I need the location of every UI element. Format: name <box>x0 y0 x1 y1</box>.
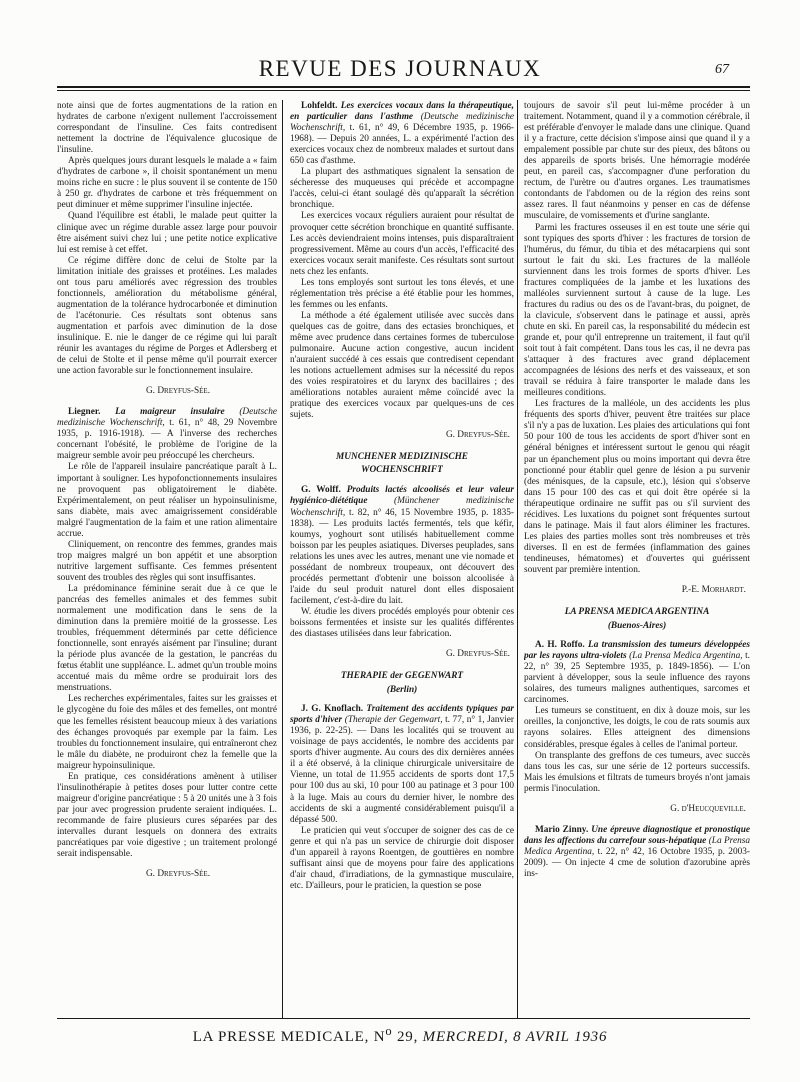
article-abstract <box>524 640 750 706</box>
paragraph: Le praticien qui veut s'occuper de soigner des cas de ce genre et qui n'a pas un service de chirurgie doit disposer d'un appareil à rayons Roentgen, de gouttières en nombre suffisant ainsi que de moyens pour faire des applications d'air chaud, d'irradiations, de la gymnastique musculaire, etc. D'ailleurs, pour le praticien, la question se pose <box>290 825 514 891</box>
journal-name-line: MUNCHENER MEDIZINISCHE <box>336 452 468 463</box>
article-abstract <box>57 407 277 462</box>
paragraph: Parmi les fractures osseuses il en est toute une série qui sont typiques des sports d'hiver : les fractures de torsion de l'humérus, du fémur, du tibia et des métacarpiens qui sont surtout le fait du ski. Les fractures de la malléole surviennent dans les trois formes de sports d'hiver. Les fractures compliquées de la jambe et les luxations des malléoles surviennent surtout à cause de la luge. Les fractures du radius ou des os de l'avant-bras, du poignet, de la clavicule, s'observent dans le patinage et aussi, après chute en ski. En pareil cas, la responsabilité du médecin est grande et, pour qu'il entreprenne un traitement, il faut qu'il soit tout à fait compétent. Dans tous les cas, il ne devra pas s'attaquer à des fractures avec grand déplacement accompagnées de lésions des nerfs et des vaisseaux, et son travail se réduira à faire transporter le malade dans les meilleures conditions. <box>524 222 750 399</box>
paragraph: On transplante des greffons de ces tumeurs, avec succès dans tous les cas, sur une série de 12 porteurs successifs. Mais les émulsions et filtrats de tumeurs broyés n'ont jamais permis l'inoculation. <box>524 750 750 794</box>
paragraph: toujours de savoir s'il peut lui-même procéder à un traitement. Notamment, quand il y a commotion cérébrale, il est préférable d'envoyer le malade dans une clinique. Quand il y a fracture, cette décision s'impose ainsi que quand il y a empalement possible par chute sur des pieux, des bâtons ou des appareils de sports brisés. Une hémorragie modérée peut, en pareil cas, s'accompagner d'une perforation du rectum, de l'urètre ou d'autres organes. Les traumatismes contondants de l'abdomen ou de la région des reins sont assez rares. Il faut néanmoins y penser en cas de défense musculaire, de vomissements et d'urine sanglante. <box>524 101 750 222</box>
article-title: Produits lactés alcoolisés et leur valeur hygiénico-diététique <box>290 485 514 507</box>
paragraph: Les recherches expérimentales, faites sur les graisses et le glycogène du foie des mâles et des femelles, ont montré que les femelles résistent beaucoup mieux à des variations des échanges provoqués par exemple par la faim. Les troubles du fonctionnement insulaire, qui entraîneront chez le mâle du diabète, ne produiront chez la femelle que la maigreur hypoinsulinique. <box>57 694 277 771</box>
header-rule <box>57 86 750 88</box>
paragraph: Les tumeurs se constituent, en dix à douze mois, sur les oreilles, la conjonctive, les doigts, le cou de rats soumis aux rayons solaires. Elles atteignent des dimensions considérables, presque égales à celles de l'animal porteur. <box>524 706 750 750</box>
article-author: Lohfeldt. <box>301 101 338 111</box>
article-text: t. 22, n° 42, 16 Octobre 1935, p. 2003-2009). — On injecte 4 cme de solution d'azorubine après ins- <box>524 846 750 879</box>
paragraph: Quand l'équilibre est établi, le malade peut quitter la clinique avec un régime durable assez large pour pouvoir être aisément suivi chez lui ; une petite notice explicative lui est remise à cet effet. <box>57 211 277 255</box>
page-header-title: REVUE DES JOURNAUX <box>258 56 542 81</box>
journal-section-heading: LA PRENSA MEDICA ARGENTINA <box>564 607 710 618</box>
article-signature: P.-E. Morhardt. <box>681 585 746 596</box>
page-footer <box>0 1024 800 1046</box>
article-title: La transmission des tumeurs développées par les rayons ultra-violets <box>524 640 750 662</box>
paragraph: Les tons employés sont surtout les tons élevés, et une réglementation très précise a été établie pour les hommes, les femmes ou les enfants. <box>290 277 514 310</box>
article-author: Mario Zinny. <box>535 824 589 835</box>
article-author: J. G. Knoflach. <box>301 704 364 715</box>
journal-city: (Berlin) <box>386 685 418 696</box>
footer-number-sign: o <box>385 1024 393 1038</box>
paragraph: Ce régime diffère donc de celui de Stolte par la limitation initiale des graisses et protéines. Les malades ont tous paru améliorés avec régression des troubles fonctionnels, amélioration du métabolisme général, augmentation de la tolérance hydrocarbonée et diminution de l'acétonurie. Ces résultats sont obtenus sans augmentation et parfois avec diminution de la dose insulinique. E. nie le danger de ce régime qui lui paraît réunir les avantages du régime de Porges et Adlersberg et de celui de Stolte et il pense même qu'il pourrait exercer une action favorable sur le fonctionnement insulaire. <box>57 255 277 377</box>
article-source: (La Prensa Medica Argentina, <box>629 651 743 662</box>
article-source: (La Prensa Medica Argentina, <box>524 835 750 857</box>
article-signature: G. Dreyfus-Sée. <box>145 869 211 880</box>
paragraph: Les fractures de la malléole, un des accidents les plus fréquents des sports d'hiver, peuvent être traitées sur place s'il n'y a pas de luxation. Les plaies des articulations qui font 50 pour 100 de tous les accidents de sport d'hiver sont en général bénignes et intéressent surtout le genou qui réagit par un épanchement plus ou moins important qui devra être ponctionné pour établir quel genre de lésion a pu survenir (des ménisques, de la capsule, etc.), lésion qui s'observe dans 15 pour 100 des cas et qui doit être opérée si la thérapeutique ordinaire ne suffit pas ou s'il survient des récidives. Les luxations du poignet sont fréquentes surtout dans le patinage. Mais il faut alors éliminer les fractures. Les plaies des parties molles sont très nombreuses et très diverses. Il en est de fermées (inflammation des gaines tendineuses, hématomes) et d'ouvertes qui guérissent souvent par première intention. <box>524 399 750 575</box>
article-author: Liegner. <box>68 407 101 418</box>
article-signature: G. Dreyfus-Sée. <box>445 430 510 441</box>
paragraph: Le rôle de l'appareil insulaire pancréatique paraît à L. important à souligner. Les hypofonctionnements insulaires ne provoquent pas obligatoirement le diabète. Expérimentalement, on peut réaliser un hypoinsulinisme, sans diabète, mais avec amaigrissement considérable malgré l'augmentation de la faim et une ration alimentaire accrue. <box>57 462 277 539</box>
column-1 <box>57 101 277 1015</box>
journal-name-line: WOCHENSCHRIFT <box>361 465 443 476</box>
journal-section-heading: THERAPIE der GEGENWART <box>340 671 464 682</box>
footer-journal: LA PRESSE MEDICALE, N <box>192 1029 386 1045</box>
article-text: t. 61, n° 49, 6 Décembre 1935, p. 1966-1968). — Depuis 20 années, L. a expérimenté l'action des exercices vocaux chez de nombreux malades et surtout dans 650 cas d'asthme. <box>290 123 514 167</box>
header-rule-thin <box>57 90 750 91</box>
paragraph: Les exercices vocaux réguliers auraient pour résultat de provoquer cette sécrétion bronchique en quantité suffisante. Les accès deviendraient moins intenses, puis disparaîtraient progressivement. Même au cours d'un accès, l'efficacité des exercices vocaux serait manifeste. Ces résultats sont surtout nets chez les enfants. <box>290 211 514 277</box>
article-source: (Deutsche medizinische Wochenschrift, <box>290 112 514 134</box>
paragraph: En pratique, ces considérations amènent à utiliser l'insulinothérapie à petites doses pour lutter contre cette maigreur d'origine pancréatique : 5 à 20 unités une à 3 fois par jour avec progression prudente seraient indiquées. L. recommande de faire plusieurs cures séparées par des intervalles durant lesquels on donnera des extraits pancréatiques par voie digestive ; un traitement prolongé serait indispensable. <box>57 771 277 860</box>
article-title: La maigreur insulaire <box>115 407 225 418</box>
article-author: G. Wolff. <box>301 485 341 496</box>
article-title: Traitement des accidents typiques par sports d'hiver <box>290 704 514 726</box>
footer-date: MERCREDI, 8 AVRIL 1936 <box>422 1029 608 1045</box>
paragraph: note ainsi que de fortes augmentations de la ration en hydrates de carbone n'exigent nullement l'accroissement correspondant de l'insuline. Ces faits contredisent nettement la doctrine de l'équivalence glucosique de l'insuline. <box>57 101 277 156</box>
journal-city: (Buenos-Aires) <box>607 621 667 632</box>
article-text: t. 77, n° 1, Janvier 1936, p. 22-25). — Dans les localités qui se trouvent au voisinage de pays accidentés, le nombre des accidents par sports d'hiver augmente. Au cours des dix dernières années il a été observé, à la clinique chirurgicale universitaire de Vienne, un total de 11.955 accidents de sports dont 17,5 pour 100 dus au ski, 10 pour 100 au patinage et 3 pour 100 à la luge. Mais au cours du dernier hiver, le nombre des accidents de ski a augmenté considérablement puisqu'il a dépassé 500. <box>290 715 514 825</box>
article-author: A. H. Roffo. <box>535 640 585 651</box>
article-abstract <box>290 101 514 167</box>
article-text: t. 22, n° 39, 25 Septembre 1935, p. 1849-1856). — L'on parvient à développer, sous la seule influence des rayons solaires, des tumeurs malignes authentiques, sarcomes et carcinomes. <box>524 651 750 706</box>
paragraph: Cliniquement, on rencontre des femmes, grandes mais trop maigres malgré un bon appétit et une absorption nutritive largement suffisante. Ces femmes présentent souvent des troubles des règles qui sont insuffisantes. <box>57 539 277 583</box>
article-text: t. 61, n° 48, 29 Novembre 1935, p. 1916-1918). — A l'inverse des recherches concernant l'obésité, le problème de l'origine de la maigreur semble avoir peu préoccupé les chercheurs. <box>57 418 277 462</box>
article-signature: G. d'Heucqueville. <box>670 803 746 814</box>
footer-issue: 29, <box>392 1029 423 1045</box>
article-source: (Münchener medizinische Wochenschrift, <box>290 496 514 518</box>
article-source: (Therapie der Gegenwart, <box>344 715 443 726</box>
article-abstract <box>524 825 750 880</box>
paragraph: W. étudie les divers procédés employés pour obtenir ces boissons fermentées et insiste sur les qualités différentes des diastases utilisées dans leur fabrication. <box>290 606 514 640</box>
article-abstract <box>290 704 514 826</box>
journal-section-heading <box>290 451 514 477</box>
article-abstract <box>290 485 514 607</box>
paragraph: La prédominance féminine serait due à ce que le pancréas des femelles animales et des femmes subit normalement une modification dans le sens de la diminution dans la première moitié de la grossesse. Les troubles, fréquemment déterminés par cette déficience fonctionnelle, sont enrayés aisément par l'insuline; durant la période plus avancée de la gestation, le pancréas du fœtus établit une suppléance. L. admet qu'un trouble moins accentué mais du même ordre se produirait lors des menstruations. <box>57 583 277 694</box>
article-title: Les exercices vocaux dans la thérapeutique, en particulier dans l'asthme <box>290 101 514 123</box>
column-3 <box>524 101 750 1015</box>
column-divider <box>517 100 518 1018</box>
column-2 <box>290 101 514 1015</box>
column-divider <box>282 100 283 1018</box>
paragraph: Après quelques jours durant lesquels le malade a « faim d'hydrates de carbone », il choisit spontanément un menu moins riche en sucre : le plus souvent il se contente de 150 à 250 gr. d'hydrates de carbone et très fréquemment on peut diminuer et même supprimer l'insuline injectée. <box>57 156 277 211</box>
page-number: 67 <box>715 62 729 77</box>
paragraph: La méthode a été également utilisée avec succès dans quelques cas de goitre, dans des ectasies bronchiques, et même avec prudence dans certaines formes de tuberculose pulmonaire. Aucune action congestive, aucun incident n'auraient succédé à ces essais que contredisent cependant les notions actuellement admises sur la nécessité du repos des voies respiratoires et du larynx des bacillaires ; des améliorations notables auraient même coïncidé avec la pratique des exercices vocaux par quelques-uns de ces sujets. <box>290 310 514 421</box>
article-text: t. 82, n° 46, 15 Novembre 1935, p. 1835-1838). — Les produits lactés fermentés, tels que kéfir, koumys, yoghourt sont utilisés habituellement comme boisson par les peuples asiatiques. Diverses peuplades, sans relations les unes avec les autres, menant une vie nomade et possédant de nombreux troupeaux, ont découvert des procédés permettant d'obtenir une boisson alcoolisée à l'aide du seul produit naturel dont elles disposaient facilement, c'est-à-dire du lait. <box>290 507 514 606</box>
article-signature: G. Dreyfus-Sée. <box>445 649 510 660</box>
article-source: (Deutsche medizinische Wochenschrift, <box>57 407 277 429</box>
paragraph: La plupart des asthmatiques signalent la sensation de sécheresse des muqueuses qui précède et accompagne l'accès, celui-ci étant soulagé dès qu'apparaît la sécrétion bronchique. <box>290 167 514 211</box>
article-title: Une épreuve diagnostique et pronostique dans les affections du carrefour sous-hépatique <box>524 824 750 846</box>
footer-rule <box>57 1018 750 1019</box>
article-signature: G. Dreyfus-Sée. <box>145 386 211 397</box>
